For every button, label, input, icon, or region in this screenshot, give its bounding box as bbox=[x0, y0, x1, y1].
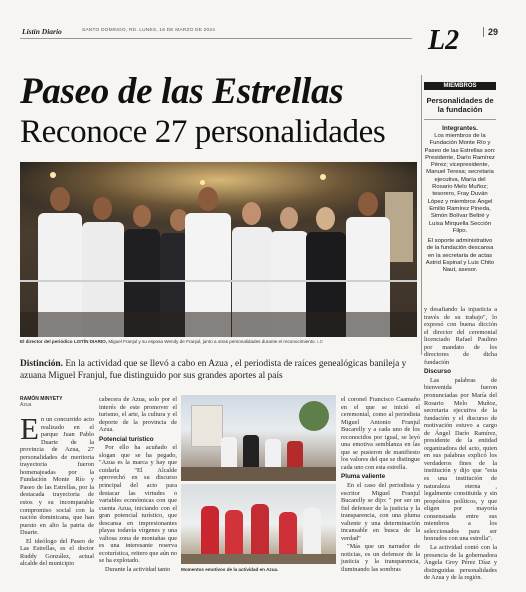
col1-p2: El ideólogo del Paseo de Las Estrellas, es el doctor Ruddy González, actual alcalde del municipio bbox=[20, 537, 94, 568]
col2-p1: cabecera de Azua, solo por el interés de este promover el turismo, el arte, la cultura y el deporte de la provincia de Azua. bbox=[99, 396, 177, 434]
column-1 bbox=[20, 411, 94, 569]
masthead bbox=[20, 24, 499, 56]
col4-subhead: Pluma valiente bbox=[341, 473, 386, 481]
main-photo-caption bbox=[20, 339, 420, 345]
col4-p1: el coronel Francisco Caamaño en el que se inició el ceremonial, como al periodista Miguel Antonio Franjul Bucarelly y a cada uno de los reconocidos por igual, se leyó una emotiva semblanza en las que se pusieron de manifiesto los valores del que se distingue cada uno con esta estrella. bbox=[341, 396, 420, 471]
masthead-rule bbox=[20, 38, 412, 39]
sidebar-body: Los miembros de la Fundación Monte Río y Paseo de las Estrellas son: Presidente, Darío Ramírez Pérez; vicepresidente, Manuel Teresa; secretaria ejecutiva, María del Rosario Melo Muñoz; tesorero, Fray Duván López y miembros Ángel Emilio Ramírez Pineda, Simón Bolívar Beltré y Luisa Mirquella Sección Filpo. bbox=[424, 133, 496, 234]
dateline: SANTO DOMINGO, RD. LUNES, 18 DE MARZO DE 2024 bbox=[82, 28, 216, 33]
sidebar-divider bbox=[421, 75, 422, 355]
caption-bold: El director del periódico LISTÍN DIARIO, bbox=[20, 339, 108, 344]
byline-name: RAMÓN MINYETY bbox=[20, 396, 63, 402]
column-5 bbox=[424, 306, 497, 583]
byline bbox=[20, 396, 95, 408]
column-2 bbox=[99, 396, 177, 575]
byline-place: Azua bbox=[20, 402, 32, 408]
col4-p2: En el caso del periodista y escritor Miguel Franjul Bucarelly se dijo: " por ser un fiel defensor de la justicia y la transparencia, con una pluma valiente y una determinación incansable en busca de la verdad" bbox=[341, 482, 420, 542]
caption-text: Miguel Franjul y su esposa Wendy de Franjul, junto a otras personalidades durante el reconocimiento. bbox=[107, 339, 316, 344]
column-4 bbox=[341, 396, 420, 575]
small-photo-2 bbox=[181, 484, 336, 564]
dropcap: E bbox=[20, 411, 39, 446]
col2-p2: Por ello ha acuñado el slogan que se ha pegado, "Azua es la marca y hay que cuidarla "El Alcalde aprovechó en su discurso principal del acto para destacar las virtudes o variables económicas con que cuenta Azua, iniciando con el gran potencial turístico, que descansa en impresionantes playas todavía vírgenes y una valiosa zona de montañas que es una interesante reserva ecoturística, reitero que aún no se ha explotado. bbox=[99, 444, 177, 565]
headline: Paseo de las Estrellas bbox=[20, 71, 344, 112]
lead-bold: Distinción. bbox=[20, 359, 63, 369]
col1-first: n un concurrido acto realizado en el parque Juan Pablo Duarte de la provincia de Azua, 27 personalidades de meritoria trayectoria fueron homenajeadas por la Fundación Monte Río y Paseo de las Estrellas, por la destacada trayectoria de estos y su incomparable compromiso social con la nación dominicana, que han puesto en alto la patria de Duarte. bbox=[20, 416, 94, 537]
section-logo: L2 bbox=[428, 25, 460, 56]
lead bbox=[20, 359, 420, 382]
photo-credit: LD bbox=[317, 339, 323, 344]
small-photos-caption: Momentos emotivos de la actividad en Azua. bbox=[181, 567, 279, 572]
lead-text: En la actividad que se llevó a cabo en Azua , el periodista de raíces genealógicas banileja y azuana Miguel Franjul, fue distinguido por sus grandes aportes al país bbox=[20, 359, 407, 381]
paper-name: Listín Diario bbox=[22, 27, 62, 36]
col2-subhead: Potencial turístico bbox=[99, 435, 154, 443]
sidebar bbox=[424, 82, 496, 275]
subheadline: Reconoce 27 personalidades bbox=[20, 114, 386, 150]
col5-p1: y desafiando la injusticia a través de su trabajo", lo expresó con buena dicción el director del ceremonial licenciado Rafael Paulino por mandato de los directores de dicha fundación bbox=[424, 306, 497, 366]
sidebar-body-2: El soporte administrativo de la fundación descansa en la secretaria de actas Astrid Espinal y Luis Chito Naut, asesor. bbox=[425, 238, 495, 274]
col5-p3: La actividad contó con la presencia de la gobernadora Ángela Grey Pérez Díaz y distinguidas personalidades de Azua y de la región. bbox=[424, 543, 497, 582]
col2-p3: Durante la actividad tanto bbox=[105, 566, 171, 574]
page-number: 29 bbox=[483, 27, 498, 37]
small-photo-1 bbox=[181, 395, 336, 481]
sidebar-tag: MIEMBROS bbox=[424, 82, 496, 90]
sidebar-title: Personalidades de la fundación bbox=[424, 96, 496, 120]
sidebar-subtitle: Integrantes. bbox=[442, 125, 478, 132]
col4-p3: "Más que un narrador de noticias, es un defensor de la justicia y la transparencia, iluminando las sombras bbox=[341, 543, 420, 574]
col5-p2: Las palabras de bienvenida fueron pronunciadas por María del Rosario Melo Muñoz, secretaria ejecutiva de la fundación y el discurso de motivación estuvo a cargo de Ángel Darío Ramírez, presidente de la entidad organizadora del acto, quien en sus palabras explicó los verdaderos fines de la institución y dijo que "esta es una institución de naturaleza eterna , legalmente constituida y sin propósitos políticos, y que eligen por mayoría consensuada entre sus miembros a los seleccionados para ser honrados con una estrella". bbox=[424, 376, 497, 543]
col5-subhead: Discurso bbox=[424, 368, 451, 376]
main-photo bbox=[20, 162, 417, 337]
